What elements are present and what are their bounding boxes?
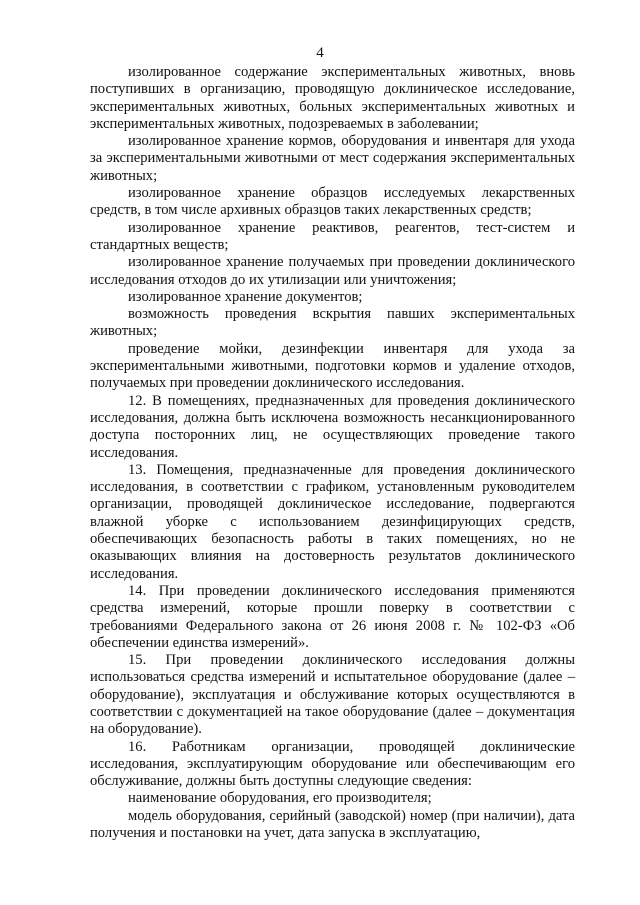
paragraph-clause-16: 16. Работникам организации, проводящей доклинические исследования, эксплуатирующим оборудование или обеспечивающим его обслуживание, должны быть доступны следующие сведения: xyxy=(90,738,575,790)
paragraph-equipment-name: наименование оборудования, его производителя; xyxy=(128,790,432,807)
paragraph-equipment-model: модель оборудования, серийный (заводской) номер (при наличии), дата получения и постановки на учет, дата запуска в эксплуатацию, xyxy=(90,807,575,842)
document-body xyxy=(90,64,575,842)
paragraph-clause-12: 12. В помещениях, предназначенных для проведения доклинического исследования, должна быть исключена возможность несанкционированного доступа посторонних лиц, не осуществляющих проведение такого исследования. xyxy=(90,392,575,461)
paragraph-autopsy: возможность проведения вскрытия павших экспериментальных животных; xyxy=(90,306,575,340)
paragraph-feed-storage: изолированное хранение кормов, оборудования и инвентаря для ухода за экспериментальными животными от мест содержания экспериментальных животных; xyxy=(90,133,575,184)
paragraph-reagent-storage: изолированное хранение реактивов, реагентов, тест-систем и стандартных веществ; xyxy=(90,219,575,253)
paragraph-clause-13: 13. Помещения, предназначенные для проведения доклинического исследования, в соответствии с графиком, установленным руководителем организации, проводящей доклиническое исследование, подвергаются влажной уборке с использованием дезинфицирующих средств, обеспечивающих безопасность работы в таких помещениях, но не оказывающих влияния на достоверность результатов доклинического исследования. xyxy=(90,461,575,582)
page-number: 4 xyxy=(316,45,324,61)
paragraph-clause-15: 15. При проведении доклинического исследования должны использоваться средства измерений и испытательное оборудование (далее – оборудование), эксплуатация и обслуживание которых осуществляются в соответствии с документацией на такое оборудование (далее – документация на оборудование). xyxy=(90,652,575,738)
paragraph-isolated-housing: изолированное содержание экспериментальных животных, вновь поступивших в организацию, проводящую доклиническое исследование, экспериментальных животных, больных экспериментальных животных и экспериментальных животных, подозреваемых в заболевании; xyxy=(90,64,575,132)
paragraph-sample-storage: изолированное хранение образцов исследуемых лекарственных средств, в том числе архивных образцов таких лекарственных средств; xyxy=(90,185,575,219)
paragraph-cleaning: проведение мойки, дезинфекции инвентаря для ухода за экспериментальными животными, подготовки кормов и удаление отходов, получаемых при проведении доклинического исследования. xyxy=(90,340,575,392)
paragraph-clause-14: 14. При проведении доклинического исследования применяются средства измерений, которые прошли поверку в соответствии с требованиями Федерального закона от 26 июня 2008 г. № 102-ФЗ «Об обеспечении единства измерений». xyxy=(90,582,575,651)
paragraph-document-storage: изолированное хранение документов; xyxy=(128,288,363,305)
paragraph-waste-storage: изолированное хранение получаемых при проведении доклинического исследования отходов до их утилизации или уничтожения; xyxy=(90,254,575,288)
